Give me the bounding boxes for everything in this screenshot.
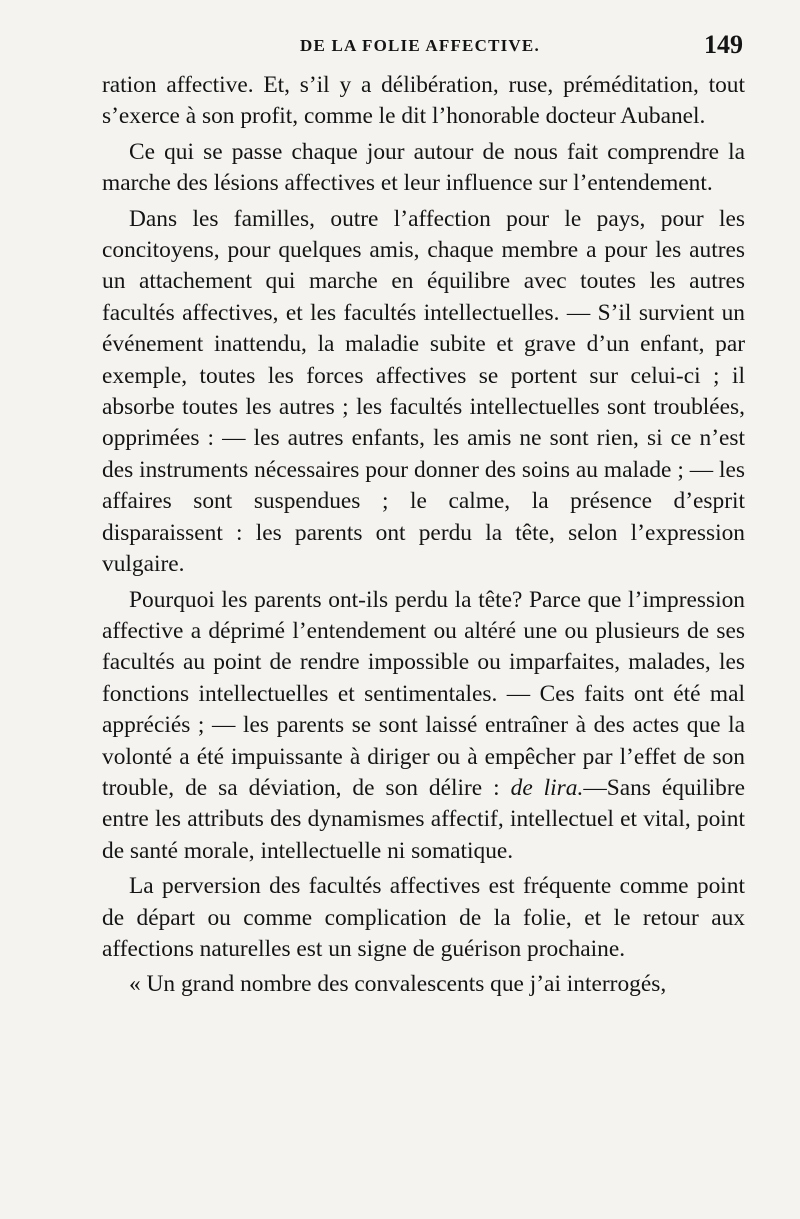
page-header bbox=[100, 30, 745, 64]
paragraph-4 bbox=[102, 585, 745, 868]
paragraph-4-text: Pourquoi les parents ont-ils perdu la tête? Parce que l’impression affective a déprimé l’entendement ou altéré une ou plusieurs de ses facultés au point de rendre impossible ou imparfaites, malades, les fonctions intellectuelles et sentimentales. — Ces faits ont été mal appréciés ; — les parents se sont laissé entraîner à des actes que la volonté a été impuissante à diriger ou à empêcher par l’effet de son trouble, de sa déviation, de son délire : bbox=[102, 586, 745, 801]
running-head: DE LA FOLIE AFFECTIVE. bbox=[300, 36, 540, 55]
paragraph-2: Ce qui se passe chaque jour autour de nous fait comprendre la marche des lésions affectives et leur influence sur l’entendement. bbox=[102, 138, 745, 197]
paragraph-5: La perversion des facultés affectives est fréquente comme point de départ ou comme complication de la folie, et le retour aux affections naturelles est un signe de guérison prochaine. bbox=[102, 873, 745, 962]
paragraph-3: Dans les familles, outre l’affection pour le pays, pour les concitoyens, pour quelques amis, chaque membre a pour les autres un attachement qui marche en équilibre avec toutes les autres facultés affectives, et les facultés intellectuelles. — S’il survient un événement inattendu, la maladie subite et grave d’un enfant, par exemple, toutes les forces affectives se portent sur celui-ci ; il absorbe toutes les autres ; les facultés intellectuelles sont troublées, opprimées : — les autres enfants, les amis ne sont rien, si ce n’est des instruments nécessaires pour donner des soins au malade ; — les affaires sont suspendues ; le calme, la présence d’esprit disparaissent : les parents ont perdu la tête, selon l’expression vulgaire. bbox=[102, 205, 745, 578]
paragraph-4-italic: de lira. bbox=[510, 774, 584, 801]
paragraph-6: « Un grand nombre des convalescents que j’ai interrogés, bbox=[129, 971, 667, 998]
body-text bbox=[102, 70, 745, 1005]
paragraph-4-text-end: —Sans équilibre entre les attributs des dynamismes affectif, intellectuel et vital, point de santé morale, intellectuelle ni somatique. bbox=[102, 774, 746, 864]
paragraph-1: ration affective. Et, s’il y a délibération, ruse, préméditation, tout s’exerce à son profit, comme le dit l’honorable docteur Aubanel. bbox=[102, 72, 745, 130]
page-number: 149 bbox=[704, 30, 743, 59]
